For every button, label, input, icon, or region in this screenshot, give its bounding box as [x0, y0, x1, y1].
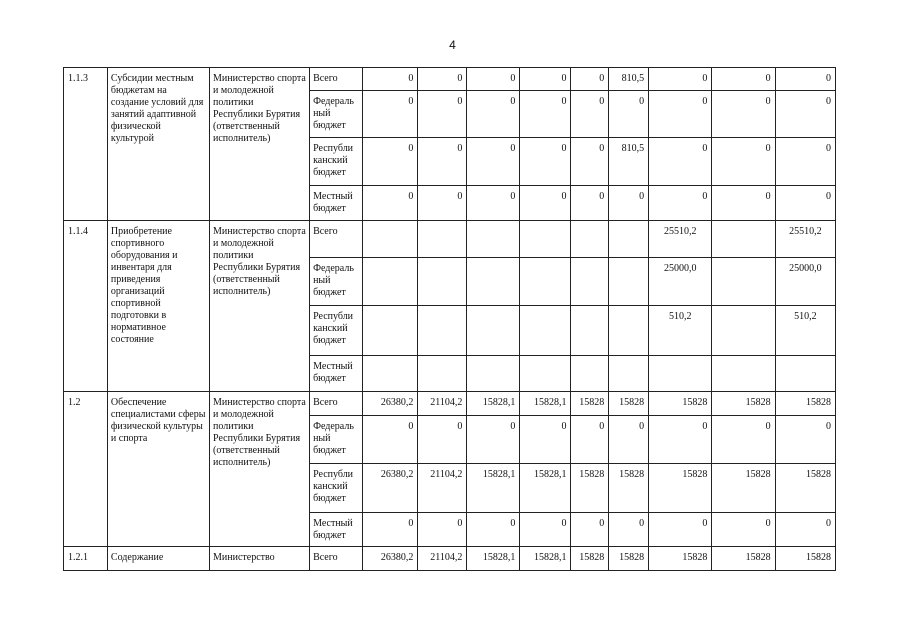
value-cell: 15828	[775, 547, 835, 571]
item-code: 1.1.3	[64, 68, 108, 221]
value-cell: 0	[649, 186, 712, 221]
value-cell: 0	[775, 186, 835, 221]
funding-source: Всего	[310, 547, 363, 571]
item-code: 1.2	[64, 392, 108, 547]
value-cell	[571, 356, 609, 392]
value-cell: 26380,2	[363, 464, 418, 513]
value-cell: 25510,2	[775, 221, 835, 258]
table-row	[64, 547, 836, 571]
value-cell: 25000,0	[649, 258, 712, 306]
value-cell	[418, 356, 467, 392]
value-cell: 15828,1	[520, 547, 571, 571]
value-cell	[520, 306, 571, 356]
item-name: Субсидии местным бюджетам на создание условий для занятий адаптивной физической культурой	[107, 68, 209, 221]
value-cell: 15828	[571, 547, 609, 571]
value-cell: 0	[520, 186, 571, 221]
value-cell: 15828	[609, 464, 649, 513]
value-cell: 0	[609, 186, 649, 221]
item-executor: Министерство спорта и молодежной политики Республики Бурятия (ответственный исполнитель)	[210, 68, 310, 221]
item-code: 1.1.4	[64, 221, 108, 392]
value-cell: 15828,1	[467, 547, 520, 571]
value-cell: 810,5	[609, 138, 649, 186]
page-number: 4	[449, 38, 456, 52]
value-cell: 15828,1	[520, 464, 571, 513]
value-cell: 0	[520, 138, 571, 186]
value-cell: 510,2	[649, 306, 712, 356]
value-cell: 0	[712, 513, 775, 547]
funding-source: Всего	[310, 392, 363, 416]
value-cell	[467, 356, 520, 392]
value-cell	[775, 356, 835, 392]
funding-source: Федераль ный бюджет	[310, 416, 363, 464]
value-cell	[363, 306, 418, 356]
funding-source: Федераль ный бюджет	[310, 91, 363, 138]
value-cell	[712, 306, 775, 356]
value-cell	[609, 258, 649, 306]
value-cell	[520, 356, 571, 392]
value-cell: 0	[520, 513, 571, 547]
value-cell: 0	[609, 513, 649, 547]
item-code: 1.2.1	[64, 547, 108, 571]
value-cell	[418, 306, 467, 356]
value-cell	[467, 221, 520, 258]
funding-source: Местный бюджет	[310, 513, 363, 547]
value-cell: 15828	[571, 464, 609, 513]
value-cell: 0	[775, 513, 835, 547]
value-cell: 0	[363, 91, 418, 138]
value-cell: 0	[418, 91, 467, 138]
table-row	[64, 68, 836, 91]
value-cell: 15828,1	[467, 464, 520, 513]
value-cell: 21104,2	[418, 392, 467, 416]
value-cell: 15828	[609, 392, 649, 416]
value-cell: 0	[363, 138, 418, 186]
value-cell: 0	[520, 68, 571, 91]
value-cell: 0	[775, 138, 835, 186]
value-cell: 0	[571, 513, 609, 547]
value-cell: 0	[363, 513, 418, 547]
item-executor: Министерство спорта и молодежной политики Республики Бурятия (ответственный исполнитель)	[210, 221, 310, 392]
funding-source: Республи канский бюджет	[310, 306, 363, 356]
value-cell: 0	[363, 68, 418, 91]
funding-source: Местный бюджет	[310, 186, 363, 221]
value-cell: 26380,2	[363, 547, 418, 571]
value-cell: 26380,2	[363, 392, 418, 416]
value-cell	[609, 356, 649, 392]
item-name: Обеспечение специалистами сферы физической культуры и спорта	[107, 392, 209, 547]
value-cell	[363, 221, 418, 258]
value-cell	[649, 356, 712, 392]
value-cell: 15828	[649, 464, 712, 513]
item-executor: Министерство спорта и молодежной политики Республики Бурятия (ответственный исполнитель)	[210, 392, 310, 547]
funding-source: Республи канский бюджет	[310, 464, 363, 513]
value-cell: 0	[571, 186, 609, 221]
value-cell: 0	[418, 68, 467, 91]
value-cell	[418, 258, 467, 306]
value-cell	[712, 258, 775, 306]
value-cell	[520, 258, 571, 306]
value-cell: 0	[775, 91, 835, 138]
value-cell: 0	[649, 138, 712, 186]
value-cell	[571, 306, 609, 356]
value-cell: 15828	[649, 547, 712, 571]
value-cell: 15828	[571, 392, 609, 416]
value-cell: 510,2	[775, 306, 835, 356]
value-cell	[520, 221, 571, 258]
value-cell: 0	[775, 416, 835, 464]
value-cell: 0	[520, 416, 571, 464]
value-cell: 15828	[712, 464, 775, 513]
value-cell: 0	[467, 68, 520, 91]
value-cell: 0	[467, 186, 520, 221]
table-row	[64, 392, 836, 416]
value-cell	[467, 306, 520, 356]
value-cell: 0	[649, 513, 712, 547]
value-cell: 15828	[609, 547, 649, 571]
value-cell	[467, 258, 520, 306]
value-cell: 0	[467, 91, 520, 138]
value-cell: 0	[649, 68, 712, 91]
value-cell: 15828	[649, 392, 712, 416]
value-cell	[571, 258, 609, 306]
value-cell: 0	[467, 138, 520, 186]
value-cell: 21104,2	[418, 547, 467, 571]
value-cell	[363, 258, 418, 306]
value-cell: 0	[712, 68, 775, 91]
value-cell	[712, 356, 775, 392]
value-cell: 0	[363, 416, 418, 464]
table-row	[64, 221, 836, 258]
funding-source: Всего	[310, 68, 363, 91]
value-cell: 0	[649, 416, 712, 464]
table-body	[64, 68, 836, 571]
value-cell: 15828	[775, 464, 835, 513]
value-cell: 0	[418, 186, 467, 221]
funding-source: Местный бюджет	[310, 356, 363, 392]
value-cell: 0	[712, 138, 775, 186]
value-cell: 0	[571, 91, 609, 138]
value-cell: 0	[520, 91, 571, 138]
value-cell	[609, 221, 649, 258]
value-cell: 0	[363, 186, 418, 221]
value-cell: 21104,2	[418, 464, 467, 513]
funding-source: Федераль ный бюджет	[310, 258, 363, 306]
funding-source: Республи канский бюджет	[310, 138, 363, 186]
value-cell: 0	[418, 416, 467, 464]
value-cell: 25510,2	[649, 221, 712, 258]
item-executor: Министерство	[210, 547, 310, 571]
item-name: Приобретение спортивного оборудования и инвентаря для приведения организаций спортивной подготовки в нормативное состояние	[107, 221, 209, 392]
value-cell: 15828,1	[467, 392, 520, 416]
value-cell: 0	[712, 416, 775, 464]
value-cell: 0	[712, 91, 775, 138]
value-cell	[363, 356, 418, 392]
funding-source: Всего	[310, 221, 363, 258]
value-cell: 15828	[712, 547, 775, 571]
value-cell: 810,5	[609, 68, 649, 91]
value-cell	[418, 221, 467, 258]
value-cell	[712, 221, 775, 258]
item-name: Содержание	[107, 547, 209, 571]
value-cell: 0	[609, 91, 649, 138]
budget-table	[63, 67, 836, 571]
value-cell: 0	[712, 186, 775, 221]
value-cell: 0	[649, 91, 712, 138]
value-cell: 0	[418, 513, 467, 547]
value-cell: 0	[571, 68, 609, 91]
value-cell	[609, 306, 649, 356]
value-cell: 0	[418, 138, 467, 186]
value-cell: 25000,0	[775, 258, 835, 306]
value-cell: 0	[609, 416, 649, 464]
value-cell: 15828	[775, 392, 835, 416]
value-cell: 0	[571, 138, 609, 186]
value-cell: 0	[467, 416, 520, 464]
value-cell: 0	[571, 416, 609, 464]
value-cell: 15828,1	[520, 392, 571, 416]
value-cell: 15828	[712, 392, 775, 416]
value-cell: 0	[467, 513, 520, 547]
value-cell	[571, 221, 609, 258]
value-cell: 0	[775, 68, 835, 91]
